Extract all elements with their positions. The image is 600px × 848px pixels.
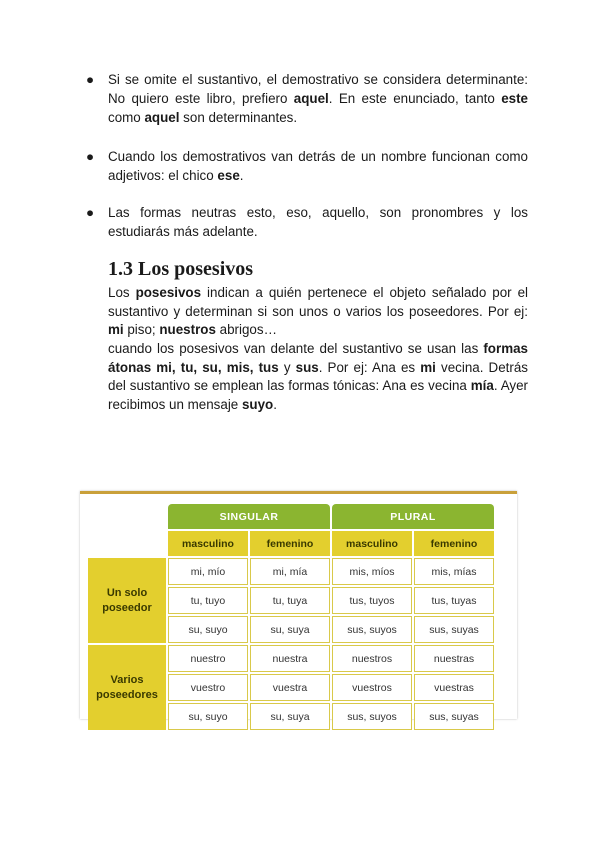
bullet-marker: ● [86,149,95,164]
table-cell: vuestras [414,674,494,701]
bullet-text: Las formas neutras esto, eso, aquello, son pronombres y los estudiarás más adelante. [108,205,528,239]
table-cell: mi, mía [250,558,330,585]
bullet-marker: ● [86,205,95,220]
bullet-text: Cuando los demostrativos van detrás de un nombre funcionan como adjetivos: el chico ese. [108,149,528,183]
table-cell: nuestra [250,645,330,672]
subheader: femenino [414,531,494,556]
bullet-marker: ● [86,72,95,87]
bullet-text: Si se omite el sustantivo, el demostrativo se considera determinante: No quiero este libro, prefiero aquel. En este enunciado, tanto este como aquel son determinantes. [108,72,528,125]
header-plural: PLURAL [332,504,494,529]
subheader: masculino [332,531,412,556]
table-cell: vuestro [168,674,248,701]
table-row [88,558,494,585]
header-singular: SINGULAR [168,504,330,529]
row-group-label: Un solo poseedor [88,558,166,643]
table-cell: mis, mías [414,558,494,585]
posesivos-table [86,502,496,732]
table-cell: nuestras [414,645,494,672]
table-cell: tus, tuyos [332,587,412,614]
table-cell: sus, suyas [414,703,494,730]
table-cell: nuestros [332,645,412,672]
subheader: masculino [168,531,248,556]
bullet-item-2 [88,147,528,185]
table-cell: su, suya [250,703,330,730]
subheader: femenino [250,531,330,556]
table-cell: sus, suyas [414,616,494,643]
paragraph-posesivos-intro: Los posesivos indican a quién pertenece el objeto señalado por el sustantivo y determinan si son unos o varios los poseedores. Por ej: mi piso; nuestros abrigos… [108,285,528,337]
table-cell: vuestra [250,674,330,701]
corner-blank [88,531,166,556]
table-cell: nuestro [168,645,248,672]
bullet-item-1 [88,70,528,127]
table-cell: vuestros [332,674,412,701]
corner-blank [88,504,166,529]
table-cell: tus, tuyas [414,587,494,614]
table-row [88,645,494,672]
table-cell: su, suya [250,616,330,643]
table-cell: sus, suyos [332,616,412,643]
table-cell: tu, tuya [250,587,330,614]
table-cell: sus, suyos [332,703,412,730]
section-title: 1.3 Los posesivos [108,258,254,280]
table-cell: mis, míos [332,558,412,585]
posesivos-table-image [80,491,517,723]
table-cell: su, suyo [168,616,248,643]
table-cell: tu, tuyo [168,587,248,614]
row-group-label: Varios poseedores [88,645,166,730]
paragraph-posesivos-forms: cuando los posesivos van delante del sustantivo se usan las formas átonas mi, tu, su, mis, tus y sus. Por ej: Ana es mi vecina. Detrás del sustantivo se emplean las formas tónicas: Ana es vecina mía. Ayer recibimos un mensaje suyo. [108,341,528,412]
table-cell: mi, mío [168,558,248,585]
table-cell: su, suyo [168,703,248,730]
bullet-item-3 [88,203,528,241]
